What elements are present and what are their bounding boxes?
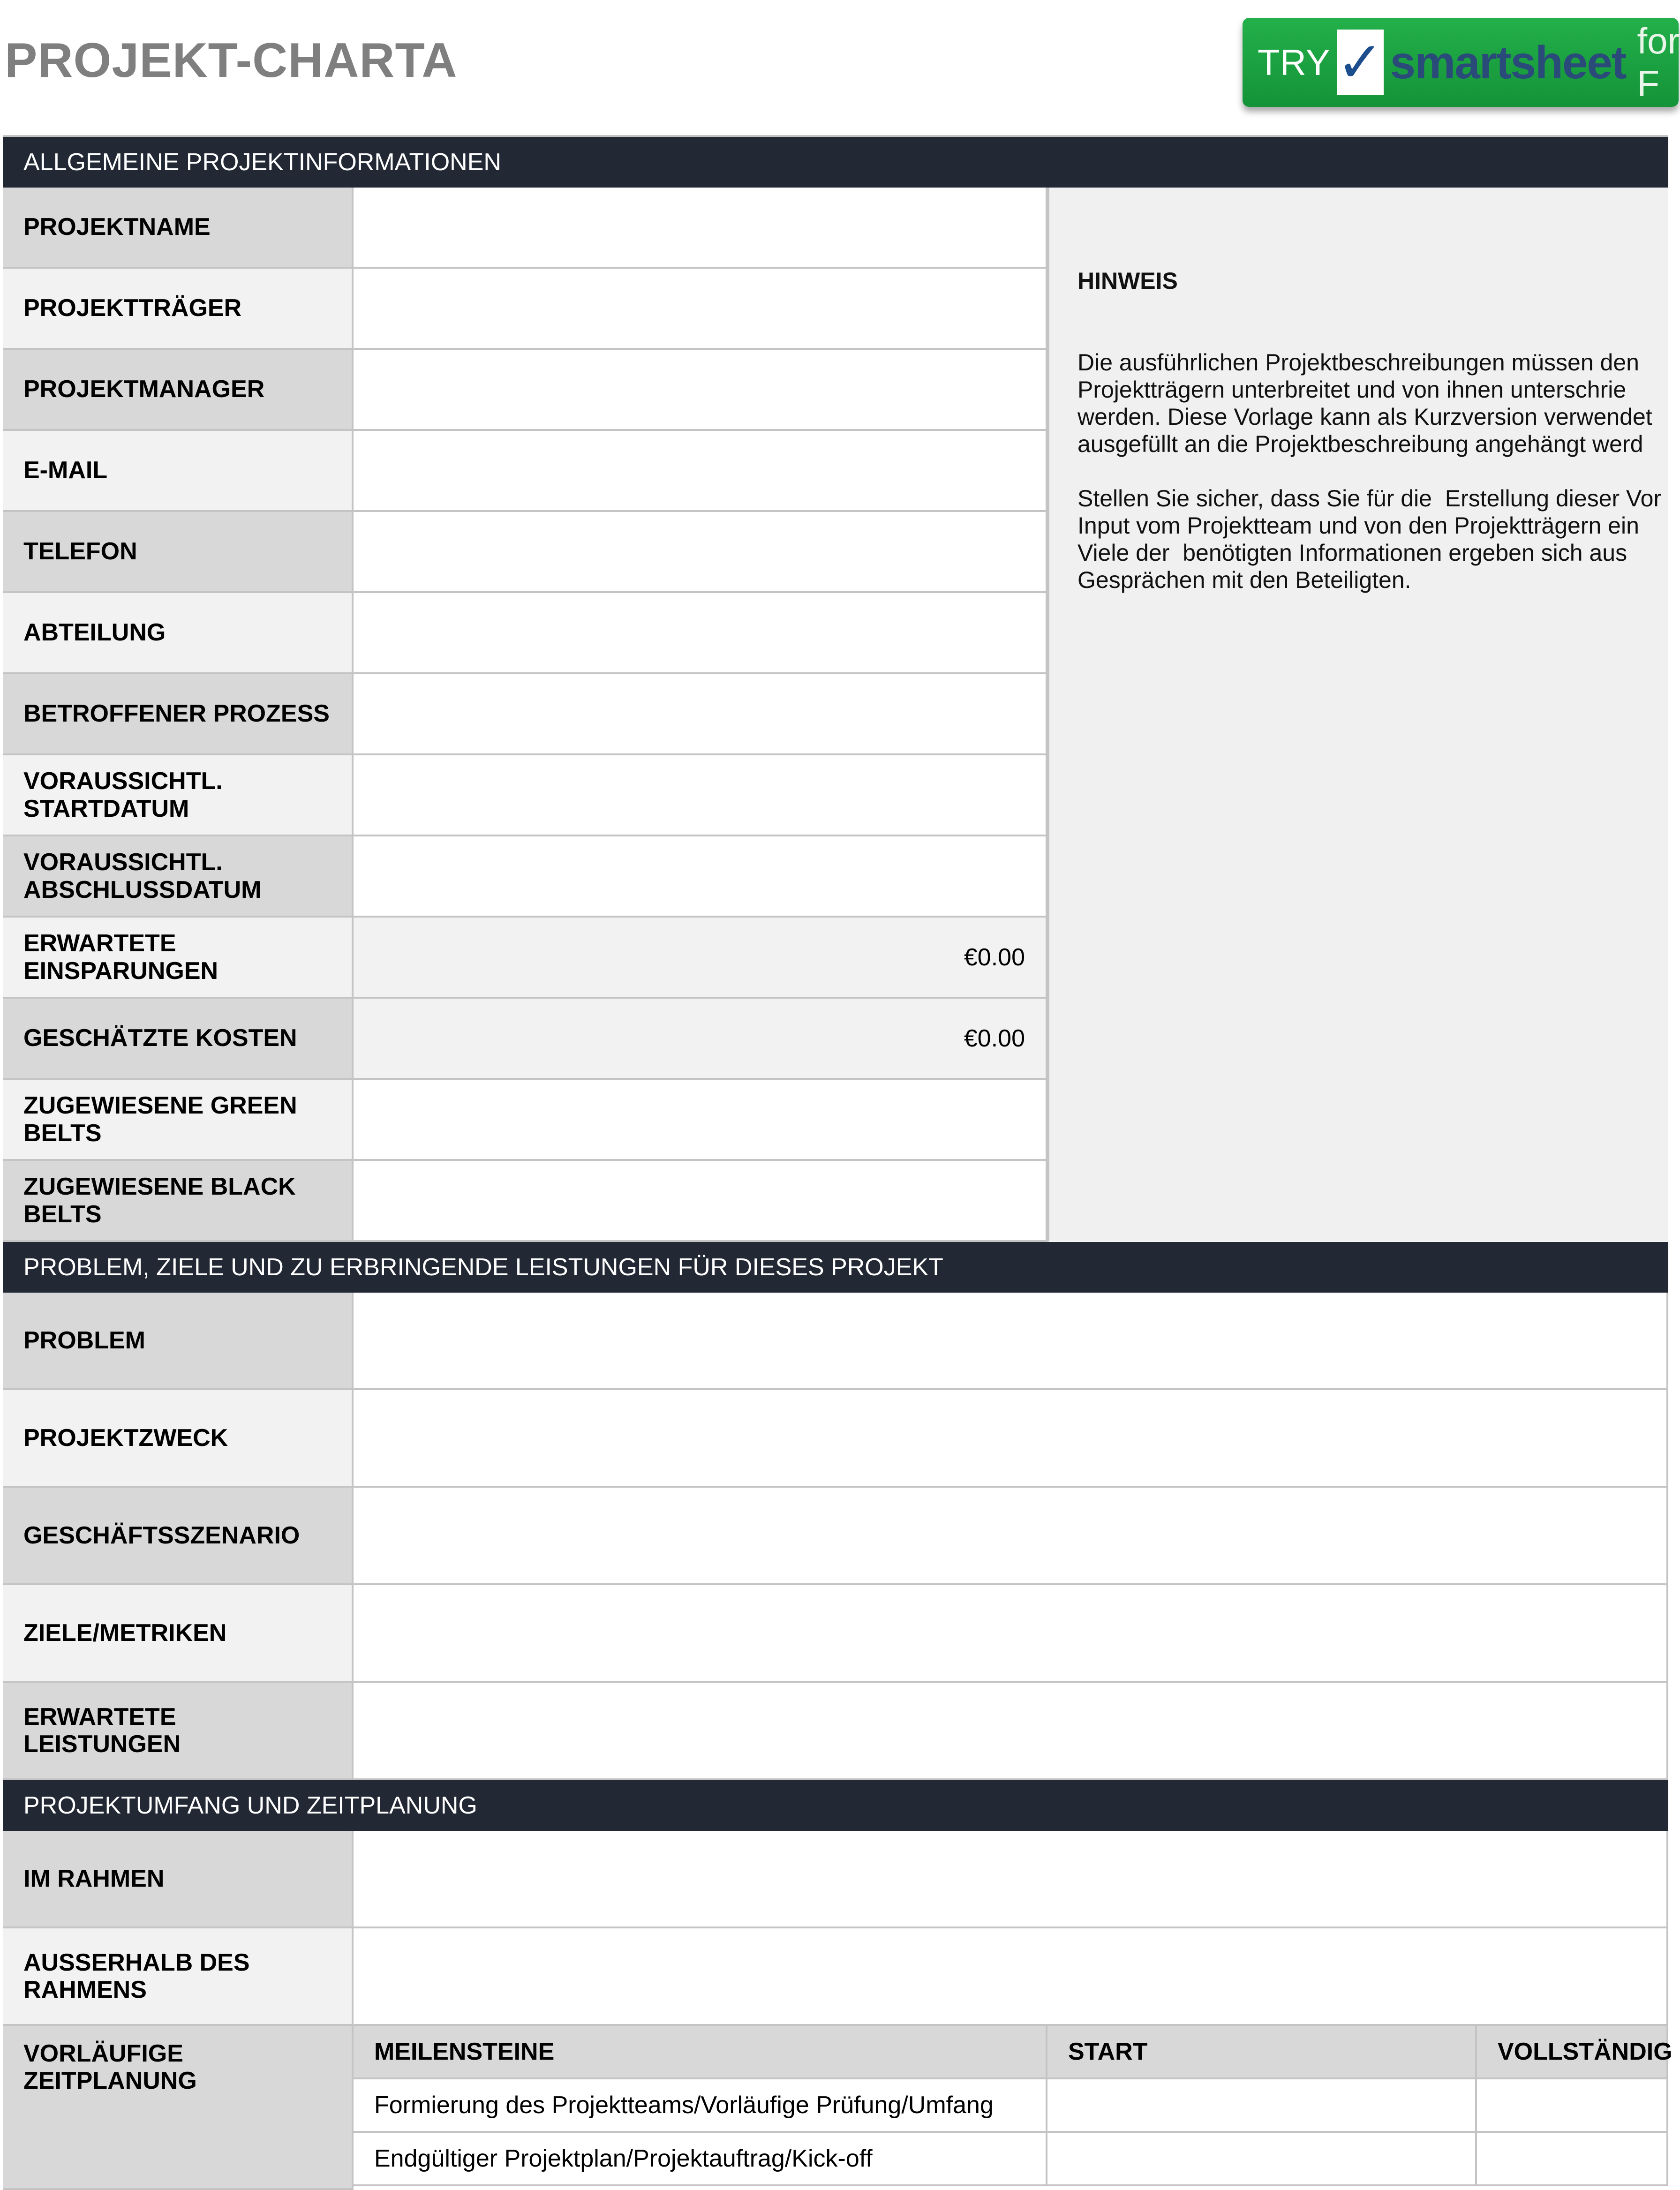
checkmark-icon: ✓ — [1337, 30, 1384, 95]
input-kosten[interactable]: €0.00 — [354, 999, 1047, 1080]
try-label: TRY — [1258, 41, 1330, 83]
col-header-start: START — [1047, 2026, 1477, 2079]
label-kosten: GESCHÄTZTE KOSTEN — [3, 999, 354, 1080]
input-problem[interactable] — [354, 1293, 1668, 1390]
milestone-complete-input[interactable] — [1477, 2133, 1668, 2186]
note-text: Die ausführlichen Projektbeschreibungen müssen den Projektträgern unterbreitet und von ihnen unterschrie werden. Diese Vorlage kann als Kurzversion verwendet ausgefüllt an die Projektbeschreibung angehängt werd Stellen Sie sicher, dass Sie für die Erstellung dieser Vor Input vom Projektteam und von den Projektträgern ein Viele der benötigten Informationen ergeben sich aus Gesprächen mit den Beteiligten. — [1077, 349, 1662, 593]
page-title: PROJEKT-CHARTA — [5, 33, 458, 88]
input-einsparungen[interactable]: €0.00 — [354, 918, 1047, 999]
label-telefon: TELEFON — [3, 512, 354, 593]
input-green-belts[interactable] — [354, 1080, 1047, 1161]
input-erwartete-leistungen[interactable] — [354, 1683, 1668, 1780]
label-problem: PROBLEM — [3, 1293, 354, 1390]
note-heading: HINWEIS — [1077, 268, 1178, 294]
col-header-meilensteine: MEILENSTEINE — [354, 2026, 1047, 2079]
label-geschaeftsszenario: GESCHÄFTSSZENARIO — [3, 1488, 354, 1585]
input-ziele-metriken[interactable] — [354, 1585, 1668, 1683]
label-vorlaeufige-zeitplanung: VORLÄUFIGE ZEITPLANUNG — [3, 2026, 354, 2190]
milestone-complete-input[interactable] — [1477, 2079, 1668, 2133]
label-projektzweck: PROJEKTZWECK — [3, 1390, 354, 1488]
smartsheet-logo: smartsheet — [1390, 36, 1626, 88]
label-einsparungen: ERWARTETE EINSPARUNGEN — [3, 918, 354, 999]
input-black-belts[interactable] — [354, 1161, 1047, 1242]
label-projektname: PROJEKTNAME — [3, 188, 354, 269]
label-projektmanager: PROJEKTMANAGER — [3, 350, 354, 431]
milestone-start-input[interactable] — [1047, 2133, 1477, 2186]
input-telefon[interactable] — [354, 512, 1047, 593]
label-black-belts: ZUGEWIESENE BLACK BELTS — [3, 1161, 354, 1242]
input-betroffener-prozess[interactable] — [354, 674, 1047, 755]
input-ausserhalb-rahmen[interactable] — [354, 1928, 1668, 2026]
input-geschaeftsszenario[interactable] — [354, 1488, 1668, 1585]
milestone-name: Formierung des Projektteams/Vorläufige Prüfung/Umfang — [354, 2079, 1047, 2133]
input-projektname[interactable] — [354, 188, 1047, 269]
input-email[interactable] — [354, 431, 1047, 512]
label-im-rahmen: IM RAHMEN — [3, 1831, 354, 1928]
input-im-rahmen[interactable] — [354, 1831, 1668, 1928]
input-startdatum[interactable] — [354, 755, 1047, 836]
label-startdatum: VORAUSSICHTL. STARTDATUM — [3, 755, 354, 836]
promo-suffix: for F — [1637, 20, 1680, 104]
milestone-name: Endgültiger Projektplan/Projektauftrag/Kick-off — [354, 2133, 1047, 2186]
section-heading-problem: PROBLEM, ZIELE UND ZU ERBRINGENDE LEISTUNGEN FÜR DIESES PROJEKT — [3, 1242, 1668, 1293]
input-projektmanager[interactable] — [354, 350, 1047, 431]
input-abteilung[interactable] — [354, 593, 1047, 674]
label-betroffener-prozess: BETROFFENER PROZESS — [3, 674, 354, 755]
note-panel — [1047, 188, 1668, 1242]
input-projektzweck[interactable] — [354, 1390, 1668, 1488]
milestone-start-input[interactable] — [1047, 2079, 1477, 2133]
section-heading-general: ALLGEMEINE PROJEKTINFORMATIONEN — [3, 137, 1668, 188]
label-erwartete-leistungen: ERWARTETE LEISTUNGEN — [3, 1683, 354, 1780]
input-abschlussdatum[interactable] — [354, 836, 1047, 918]
label-abteilung: ABTEILUNG — [3, 593, 354, 674]
input-projekttraeger[interactable] — [354, 269, 1047, 350]
try-smartsheet-button[interactable] — [1243, 18, 1679, 107]
label-email: E-MAIL — [3, 431, 354, 512]
label-abschlussdatum: VORAUSSICHTL. ABSCHLUSSDATUM — [3, 836, 354, 918]
label-ausserhalb-rahmen: AUSSERHALB DES RAHMENS — [3, 1928, 354, 2026]
label-projekttraeger: PROJEKTTRÄGER — [3, 269, 354, 350]
section-heading-umfang: PROJEKTUMFANG UND ZEITPLANUNG — [3, 1780, 1668, 1831]
label-green-belts: ZUGEWIESENE GREEN BELTS — [3, 1080, 354, 1161]
col-header-vollstaendig: VOLLSTÄNDIG — [1477, 2026, 1668, 2079]
label-ziele-metriken: ZIELE/METRIKEN — [3, 1585, 354, 1683]
